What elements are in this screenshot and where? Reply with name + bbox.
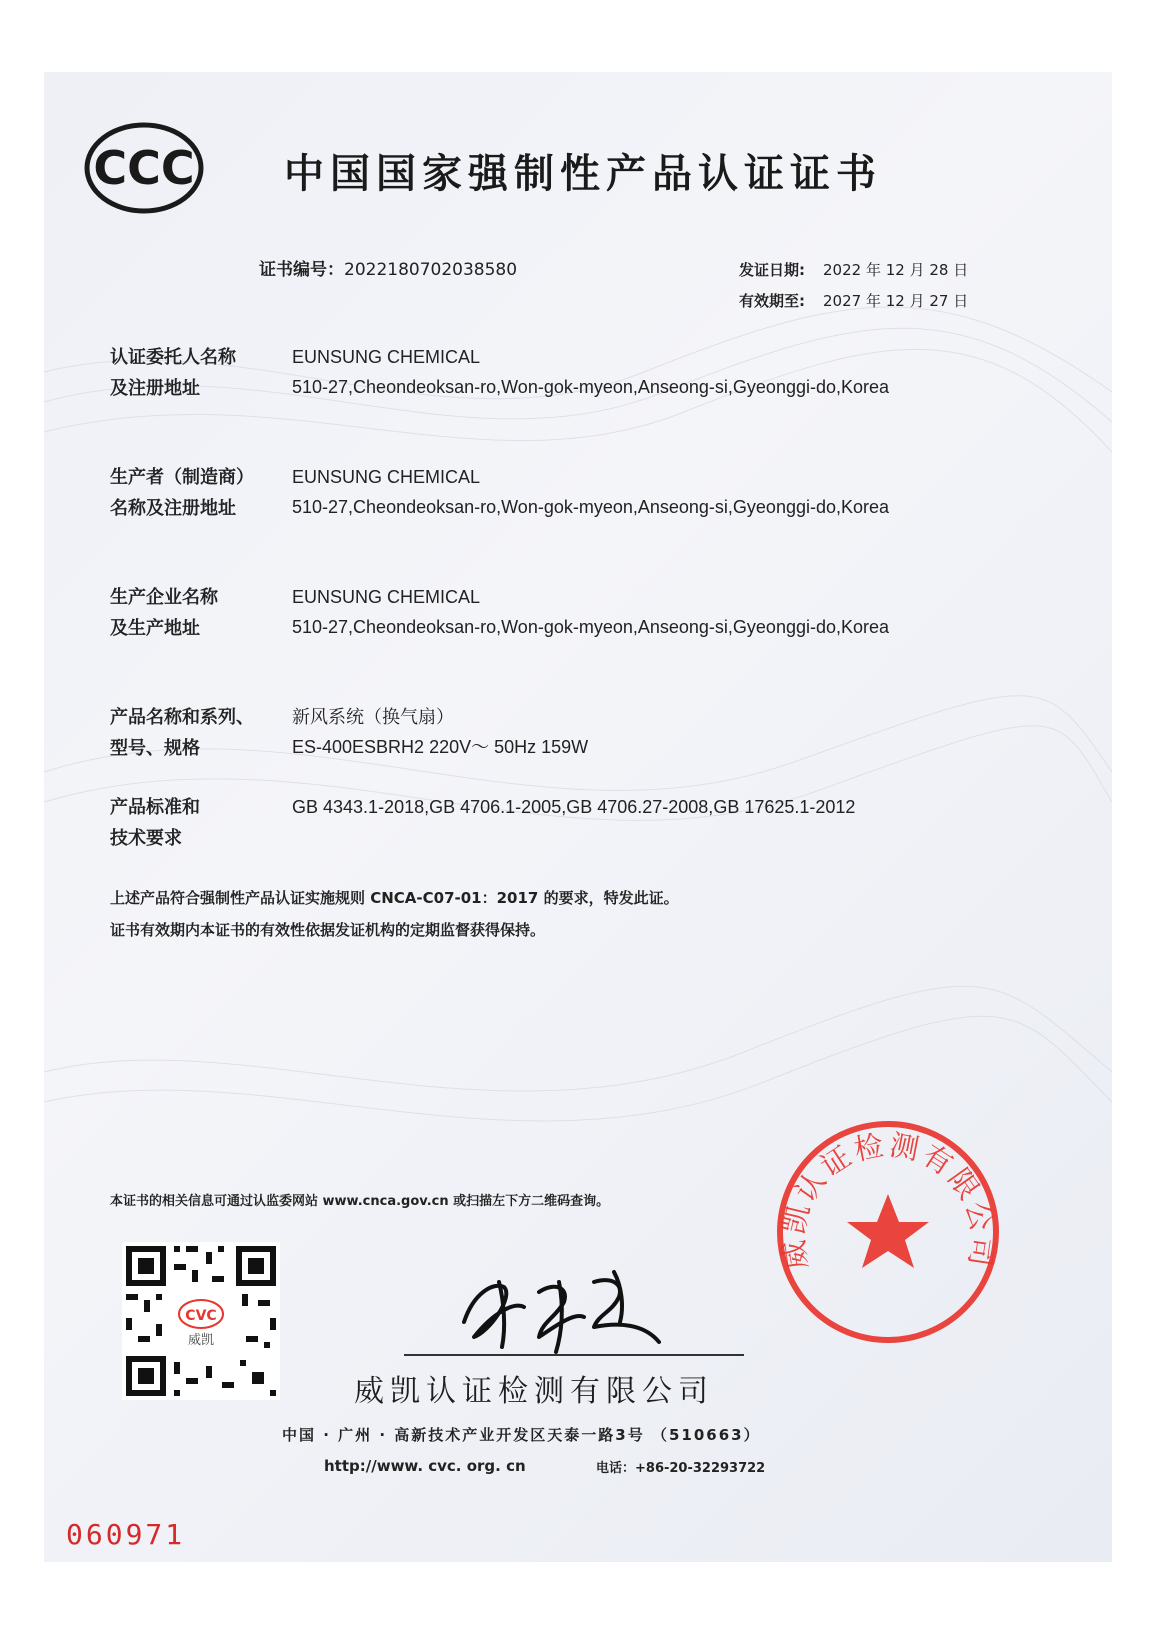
- manufacturer-name: EUNSUNG CHEMICAL: [292, 467, 481, 487]
- expiry-date-label: 有效期至:: [739, 292, 805, 310]
- product-label: [110, 702, 290, 764]
- manufacturer-label-line1: 生产者（制造商）: [110, 467, 254, 488]
- statement-line2: 证书有效期内本证书的有效性依据发证机构的定期监督获得保持。: [110, 921, 546, 939]
- issue-date-label: 发证日期:: [739, 261, 805, 279]
- applicant-name: EUNSUNG CHEMICAL: [292, 347, 481, 367]
- factory-label: [110, 582, 290, 644]
- standards-value: [292, 792, 1002, 822]
- applicant-address: 510-27,Cheondeoksan-ro,Won-gok-myeon,Anseong-si,Gyeonggi-do,Korea: [292, 377, 890, 397]
- product-label-line2: 型号、规格: [110, 738, 200, 759]
- signature: [444, 1252, 674, 1362]
- issue-date-row: [739, 255, 968, 286]
- factory-label-line2: 及生产地址: [110, 618, 200, 639]
- factory-name: EUNSUNG CHEMICAL: [292, 587, 481, 607]
- manufacturer-value: [292, 462, 1002, 522]
- standards-label-line1: 产品标准和: [110, 797, 200, 818]
- ccc-logo: [84, 122, 204, 214]
- product-model: ES-400ESBRH2 220V～ 50Hz 159W: [292, 737, 589, 757]
- certificate-sheet: [44, 72, 1112, 1562]
- signature-line: [404, 1354, 744, 1356]
- query-note: 本证书的相关信息可通过认监委网站 www.cnca.gov.cn 或扫描左下方二维码查询。: [110, 1194, 610, 1209]
- issuer-website[interactable]: http://www. cvc. org. cn: [324, 1457, 526, 1475]
- statement-line1: 上述产品符合强制性产品认证实施规则 CNCA-C07-01：2017 的要求，特发此证。: [110, 889, 679, 907]
- svg-text:威凯认证检测有限公司: 威凯认证检测有限公司: [775, 1127, 1001, 1272]
- expiry-date-value: 2027 年 12 月 27 日: [823, 292, 969, 310]
- manufacturer-label: [110, 462, 290, 524]
- standards-label: [110, 792, 290, 854]
- applicant-label: [110, 342, 290, 404]
- factory-label-line1: 生产企业名称: [110, 587, 218, 608]
- qr-code[interactable]: [122, 1242, 280, 1400]
- expiry-date-row: [739, 286, 968, 317]
- applicant-label-line1: 认证委托人名称: [110, 347, 236, 368]
- applicant-label-line2: 及注册地址: [110, 378, 200, 399]
- certificate-number-label: 证书编号：: [259, 260, 344, 280]
- qr-badge-sub: 威凯: [187, 1333, 215, 1348]
- issuer-company: 威凯认证检测有限公司: [354, 1374, 714, 1409]
- official-seal: [772, 1116, 1004, 1348]
- manufacturer-address: 510-27,Cheondeoksan-ro,Won-gok-myeon,Anseong-si,Gyeonggi-do,Korea: [292, 497, 890, 517]
- product-label-line1: 产品名称和系列、: [110, 707, 254, 728]
- certificate-number: [259, 255, 517, 280]
- serial-number: 060971: [66, 1518, 186, 1551]
- issue-date-value: 2022 年 12 月 28 日: [823, 261, 969, 279]
- certificate-dates: [739, 255, 968, 317]
- standards-label-line2: 技术要求: [110, 828, 182, 849]
- issuer-phone: 电话：+86-20-32293722: [596, 1461, 766, 1476]
- certificate-title: 中国国家强制性产品认证证书: [284, 151, 882, 197]
- ccc-logo-text: CCC: [93, 141, 195, 195]
- qr-cvc-badge: CVC: [185, 1308, 217, 1324]
- certificate-number-value: 2022180702038580: [344, 260, 518, 280]
- manufacturer-label-line2: 名称及注册地址: [110, 498, 236, 519]
- product-name: 新风系统（换气扇）: [292, 707, 454, 727]
- conformity-statement: [110, 882, 679, 946]
- product-value: [292, 702, 1002, 762]
- issuer-address: 中国 · 广州 · 高新技术产业开发区天泰一路3号 （510663）: [282, 1426, 761, 1444]
- factory-address: 510-27,Cheondeoksan-ro,Won-gok-myeon,Anseong-si,Gyeonggi-do,Korea: [292, 617, 890, 637]
- standards-list: GB 4343.1-2018,GB 4706.1-2005,GB 4706.27-2008,GB 17625.1-2012: [292, 797, 856, 817]
- applicant-value: [292, 342, 1002, 402]
- factory-value: [292, 582, 1002, 642]
